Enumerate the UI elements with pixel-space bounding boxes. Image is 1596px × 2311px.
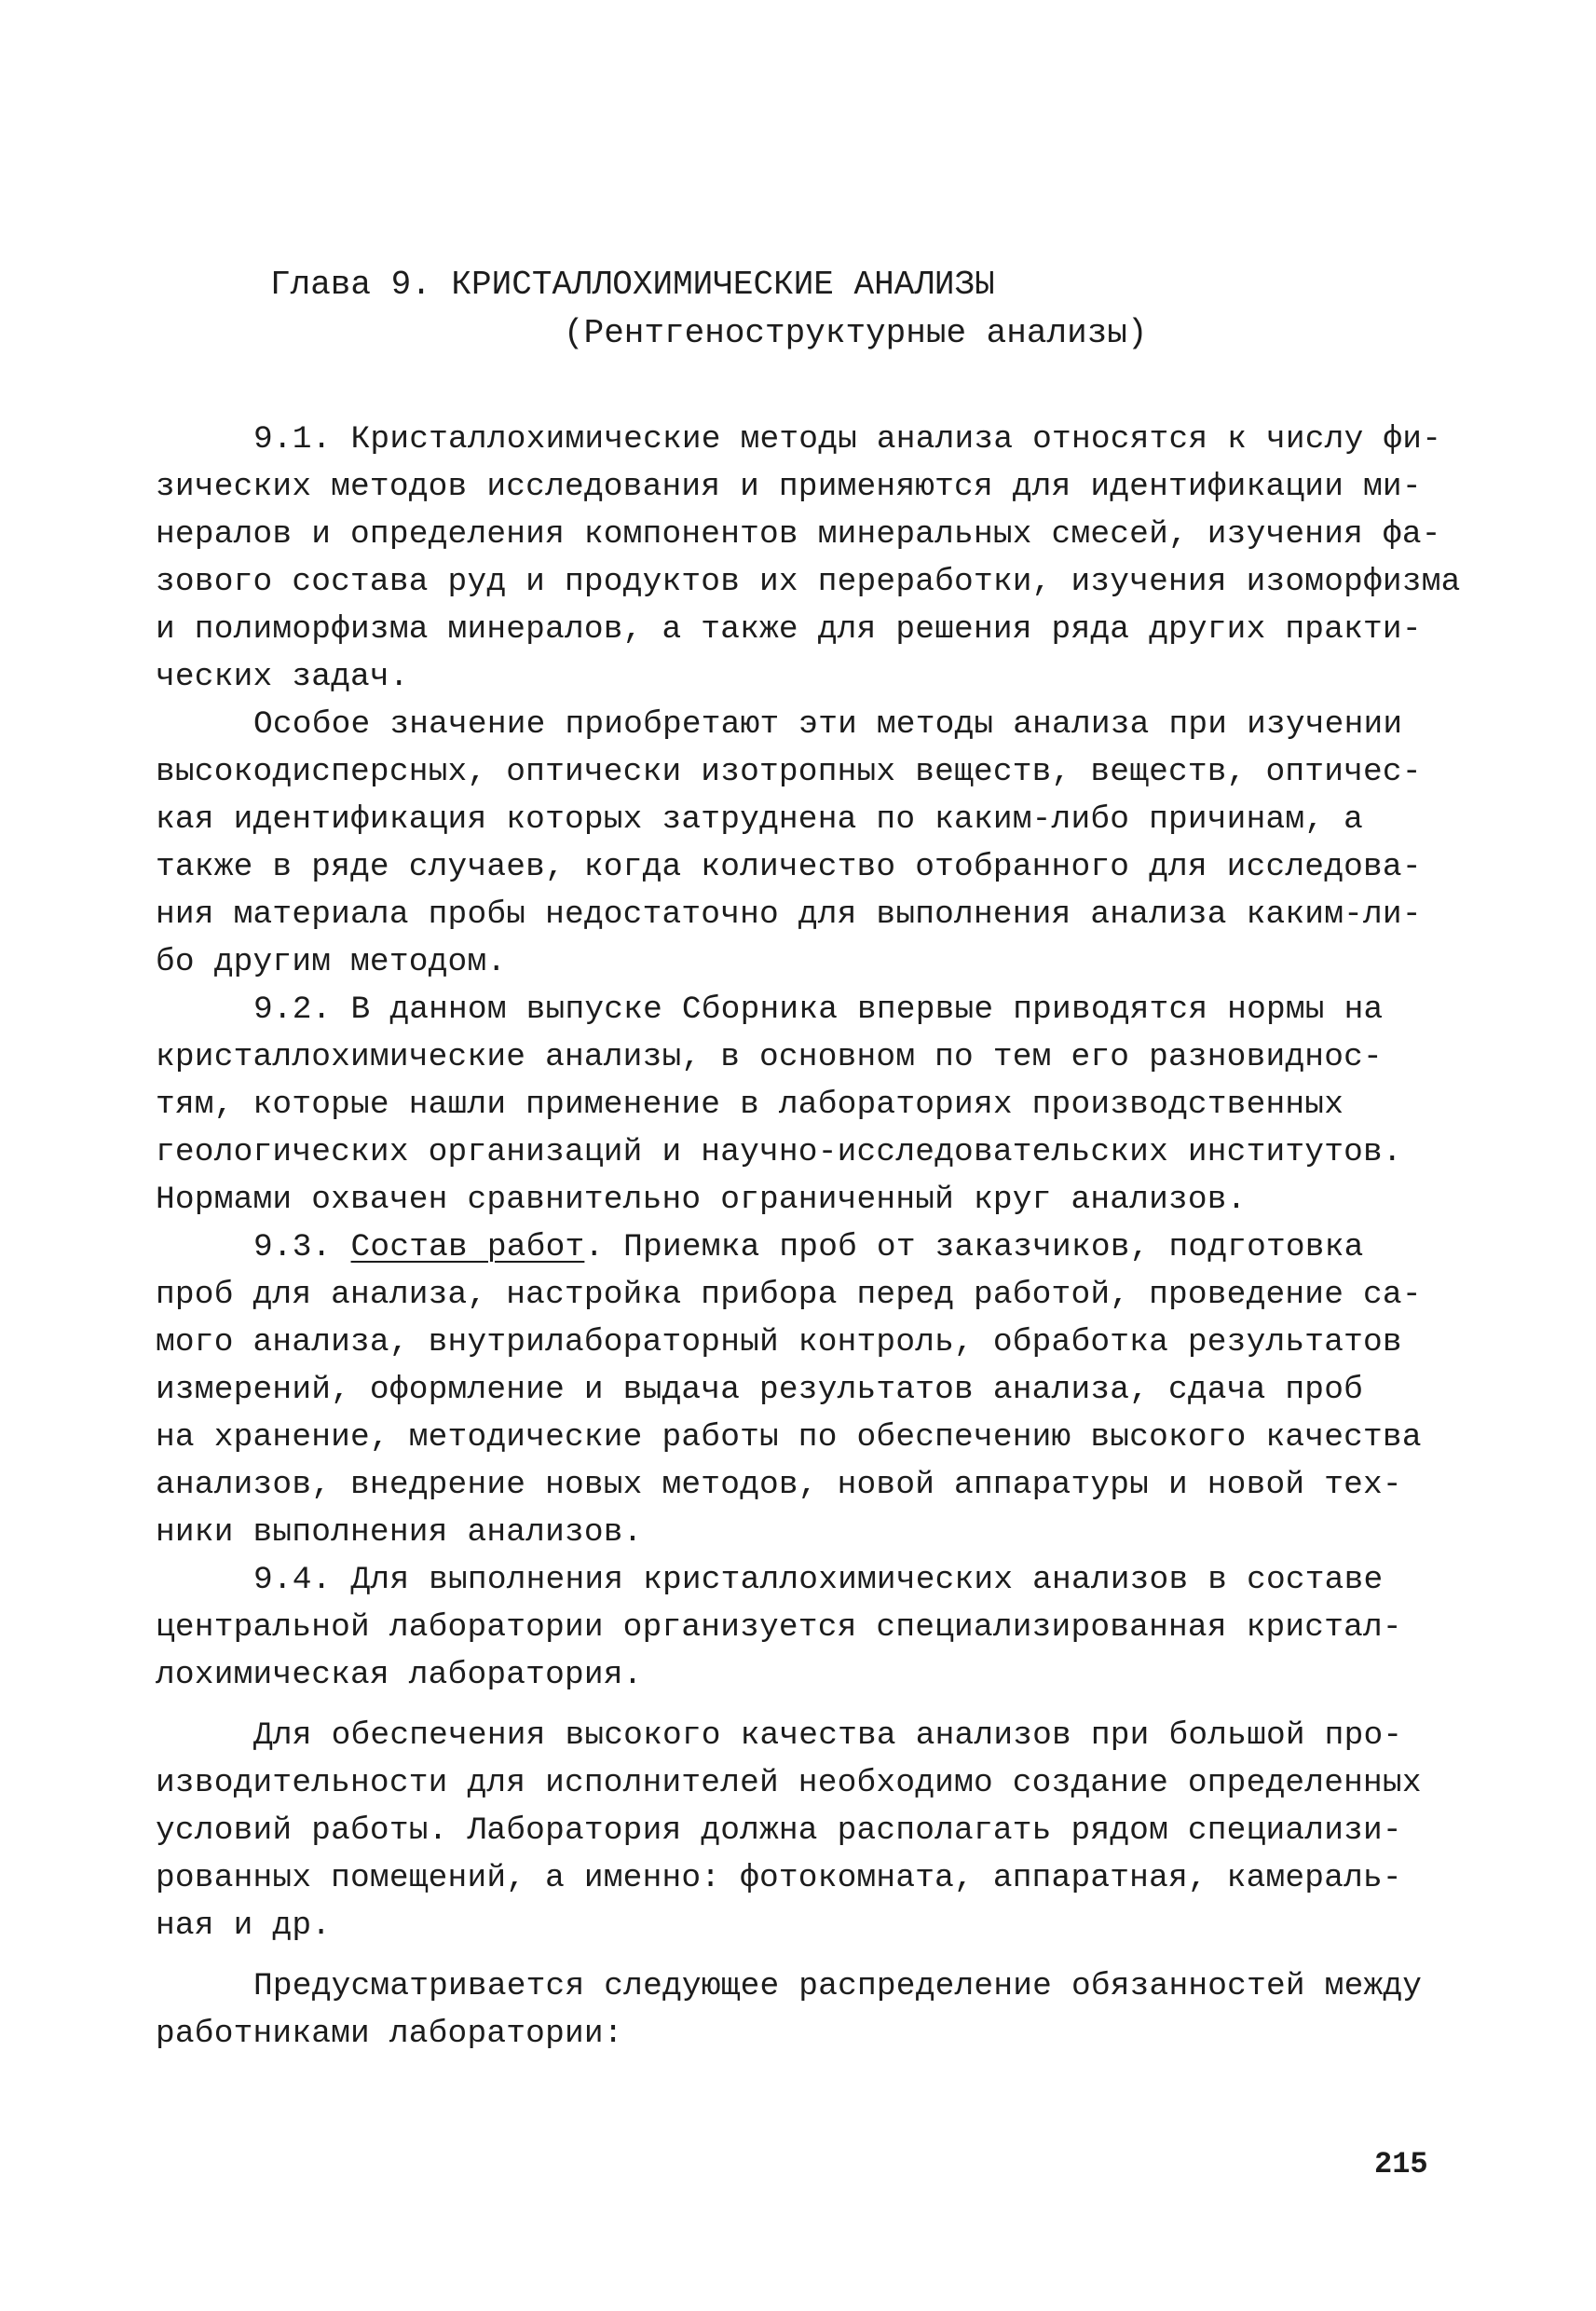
text-line: ная и др.: [156, 1908, 332, 1944]
text-line: высокодисперсных, оптически изотропных веществ, веществ, оптичес-: [156, 754, 1422, 790]
text-line: кристаллохимические анализы, в основном по тем его разновиднос-: [156, 1039, 1383, 1075]
text-line: 9.4. Для выполнения кристаллохимических анализов в составе: [253, 1562, 1384, 1598]
text-line: тям, которые нашли применение в лабораториях производственных: [156, 1087, 1344, 1123]
text-line: рованных помещений, а именно: фотокомната, аппаратная, камераль-: [156, 1860, 1402, 1896]
text-line: 9.1. Кристаллохимические методы анализа относятся к числу фи-: [253, 421, 1442, 458]
text-line: 9.2. В данном выпуске Сборника впервые приводятся нормы на: [253, 991, 1384, 1028]
text-line: бо другим методом.: [156, 944, 507, 980]
text-line: [156, 1224, 1451, 1271]
page-number: 215: [1374, 2147, 1428, 2181]
underlined-term: Состав работ: [350, 1229, 585, 1265]
text-line: работниками лаборатории:: [156, 2016, 623, 2052]
text-line: измерений, оформление и выдача результатов анализа, сдача проб: [156, 1372, 1364, 1408]
body-text: [156, 416, 1461, 2058]
text-line: ческих задач.: [156, 659, 409, 695]
paragraph-9-1: [156, 416, 1461, 701]
text-line: зового состава руд и продуктов их переработки, изучения изоморфизма: [156, 564, 1461, 600]
text-line: лохимическая лаборатория.: [156, 1657, 643, 1693]
text-line: также в ряде случаев, когда количество отобранного для исследова-: [156, 849, 1422, 885]
paragraph-quality-conditions: [156, 1712, 1451, 1949]
text-line: мого анализа, внутрилабораторный контроль, обработка результатов: [156, 1324, 1402, 1361]
text-line: проб для анализа, настройка прибора перед работой, проведение са-: [156, 1277, 1422, 1313]
text-fragment: . Приемка проб от заказчиков, подготовка: [584, 1229, 1364, 1265]
text-line: ния материала пробы недостаточно для выполнения анализа каким-ли-: [156, 896, 1422, 933]
paragraph-9-3: [156, 1224, 1451, 1556]
text-line: кая идентификация которых затруднена по каким-либо причинам, а: [156, 801, 1364, 838]
section-number: 9.3.: [253, 1229, 332, 1265]
paragraph-9-2: [156, 986, 1451, 1224]
text-line: центральной лаборатории организуется специализированная кристал-: [156, 1609, 1402, 1646]
chapter-title: Глава 9. КРИСТАЛЛОХИМИЧЕСКИЕ АНАЛИЗЫ: [270, 266, 995, 304]
text-line: Предусматривается следующее распределение обязанностей между: [253, 1968, 1423, 2004]
text-line: и полиморфизма минералов, а также для решения ряда других практи-: [156, 611, 1422, 648]
text-line: на хранение, методические работы по обеспечению высокого качества: [156, 1419, 1422, 1456]
chapter-subtitle: (Рентгеноструктурные анализы): [564, 314, 1148, 352]
paragraph-9-4: [156, 1556, 1451, 1699]
text-line: условий работы. Лаборатория должна располагать рядом специализи-: [156, 1812, 1402, 1849]
text-line: ники выполнения анализов.: [156, 1514, 643, 1551]
text-line: геологических организаций и научно-исследовательских институтов.: [156, 1134, 1402, 1170]
paragraph-duties: [156, 1962, 1451, 2058]
paragraph-special-significance: [156, 701, 1451, 986]
text-line: изводительности для исполнителей необходимо создание определенных: [156, 1765, 1422, 1801]
text-line: нералов и определения компонентов минеральных смесей, изучения фа-: [156, 516, 1441, 553]
text-line: анализов, внедрение новых методов, новой аппаратуры и новой тех-: [156, 1467, 1402, 1503]
text-line: Нормами охвачен сравнительно ограниченный круг анализов.: [156, 1182, 1247, 1218]
text-line: Для обеспечения высокого качества анализов при большой про-: [253, 1717, 1403, 1754]
text-line: Особое значение приобретают эти методы анализа при изучении: [253, 706, 1403, 743]
text-line: зических методов исследования и применяются для идентификации ми-: [156, 469, 1422, 505]
